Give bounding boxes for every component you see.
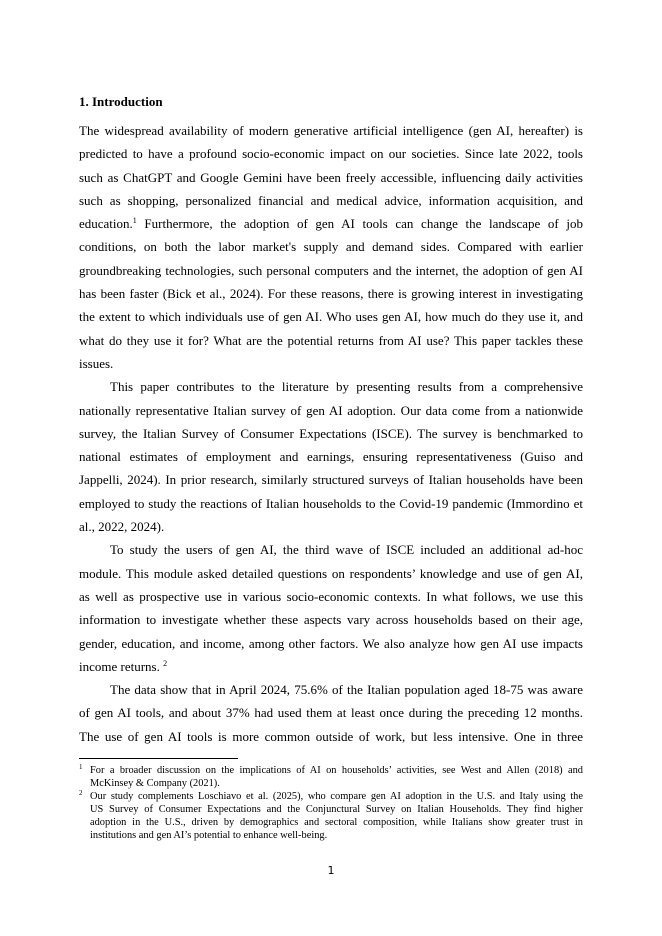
- footnote-line: adoption in the U.S., driven by demographics and sectoral composition, while Italians show greater trust in: [90, 817, 583, 828]
- text-line: Jappelli, 2024). In prior research, similarly structured surveys of Italian households have been: [79, 472, 583, 488]
- footnote-marker: 1: [132, 216, 137, 226]
- page-number: 1: [327, 864, 335, 877]
- footnote-line: institutions and gen AI’s potential to enhance well-being.: [90, 830, 328, 841]
- footnote-line: For a broader discussion on the implications of AI on households’ activities, see West and Allen (2018) and: [90, 765, 583, 776]
- footnote-line: Our study complements Loschiavo et al. (2025), who compare gen AI adoption in the U.S. and Italy using the: [90, 791, 583, 802]
- footnote-marker: 2: [163, 658, 168, 668]
- paragraph: [79, 377, 583, 540]
- text-line: employed to study the reactions of Italian households to the Covid-19 pandemic (Immordino et: [79, 495, 583, 511]
- text-line: To study the users of gen AI, the third wave of ISCE included an additional ad-hoc: [110, 542, 583, 558]
- footnote-rule: [79, 758, 238, 759]
- paragraph: [79, 121, 583, 377]
- text-line: the extent to which individuals use of gen AI. Who uses gen AI, how much do they use it, and: [79, 309, 583, 325]
- footnote-line: McKinsey & Company (2021).: [90, 778, 220, 789]
- text-line: nationally representative Italian survey of gen AI adoption. Our data come from a nationwide: [79, 402, 583, 418]
- text-line: education.$^1$ Furthermore, the adoption of gen AI tools can change the landscape of job: [79, 216, 583, 232]
- text-line: gender, education, and income, among other factors. We also analyze how gen AI use impacts: [79, 635, 583, 651]
- footnote-number: 1: [79, 763, 83, 771]
- text-line: The widespread availability of modern generative artificial intelligence (gen AI, hereafter) is: [79, 123, 583, 138]
- footnotes: [79, 764, 583, 842]
- text-line: This paper contributes to the literature by presenting results from a comprehensive: [110, 379, 583, 395]
- text-line: predicted to have a profound socio-economic impact on our societies. Since late 2022, tools: [79, 146, 583, 162]
- text-line: of gen AI tools, and about 37% had used them at least once during the preceding 12 months.: [79, 705, 583, 721]
- text-line: issues.: [79, 355, 114, 371]
- text-line: information to investigate whether these aspects vary across households based on their age,: [79, 612, 583, 628]
- paragraph: [79, 680, 583, 750]
- text-line: conditions, on both the labor market's supply and demand sides. Compared with earlier: [79, 239, 583, 255]
- paragraph: [79, 540, 583, 680]
- text-line: The use of gen AI tools is more common outside of work, but less intensive. One in three: [79, 728, 583, 744]
- text-line: what do they use it for? What are the potential returns from AI use? This paper tackles these: [79, 332, 583, 348]
- text-line: national estimates of employment and earnings, ensuring representativeness (Guiso and: [79, 449, 583, 465]
- text-line: module. This module asked detailed questions on respondents’ knowledge and use of gen AI,: [79, 565, 583, 581]
- body-text: [79, 121, 583, 750]
- text-line: income returns. $^2$: [79, 658, 168, 674]
- section-heading: 1. Introduction: [79, 94, 163, 109]
- text-line: groundbreaking technologies, such personal computers and the internet, the adoption of gen AI: [79, 262, 583, 278]
- footnote-line: US Survey of Consumer Expectations and the Conjunctural Survey on Italian Households. They find higher: [90, 804, 583, 815]
- text-line: as well as prospective use in various socio-economic contexts. In what follows, we use this: [79, 588, 583, 604]
- text-line: has been faster (Bick et al., 2024). For these reasons, there is growing interest in investigating: [79, 286, 583, 302]
- text-line: The data show that in April 2024, 75.6% of the Italian population aged 18-75 was aware: [110, 682, 583, 698]
- text-line: survey, the Italian Survey of Consumer Expectations (ISCE). The survey is benchmarked to: [79, 425, 583, 441]
- text-line: al., 2022, 2024).: [79, 519, 165, 535]
- text-line: such as shopping, personalized financial and medical advice, information acquisition, and: [79, 192, 583, 208]
- footnote: [79, 790, 583, 842]
- text-line: such as ChatGPT and Google Gemini have been freely accessible, influencing daily activities: [79, 169, 583, 185]
- footnote-number: 2: [79, 789, 83, 797]
- footnote: [79, 764, 583, 790]
